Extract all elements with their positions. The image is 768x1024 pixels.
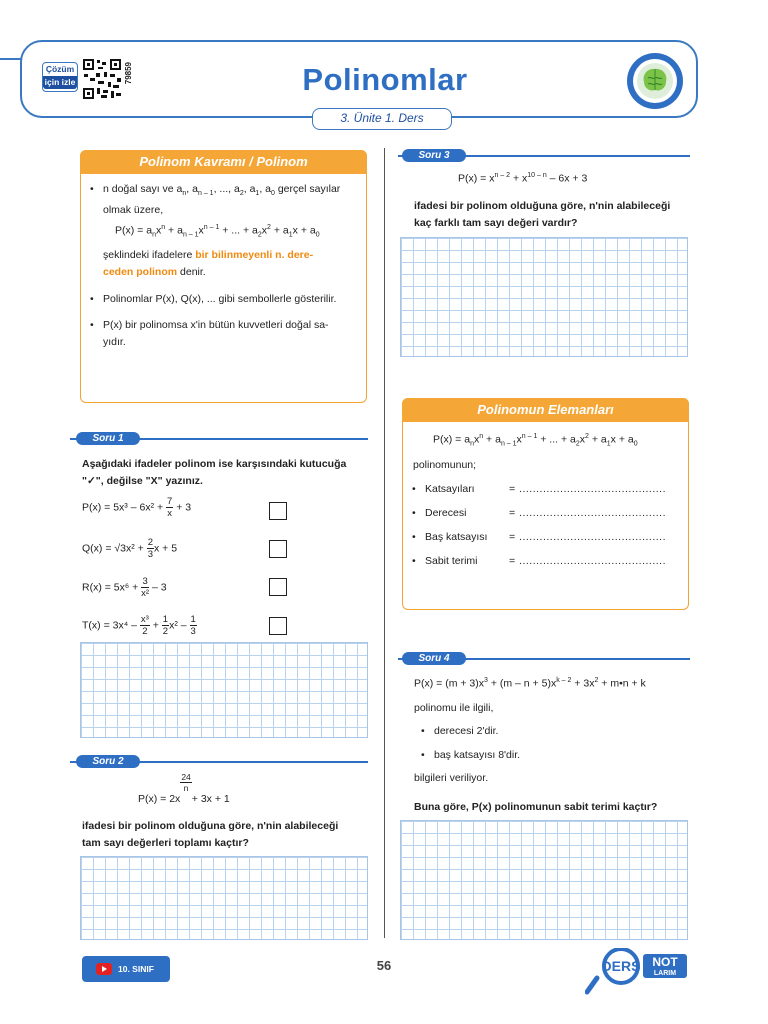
unit-tag: 3. Ünite 1. Ders: [312, 108, 452, 130]
soru3-formula: $P(x) = x^{n - 2} + x^{10 - n} - 6x + 3$: [458, 172, 588, 185]
soru4-tag: Soru 4: [402, 652, 466, 665]
concept-box-title: Polinom Kavramı / Polinom: [80, 150, 367, 174]
concept-def-highlight-2: ceden polinom: [103, 266, 178, 278]
soru4-bullet-2: • baş katsayısı 8'dir.: [422, 747, 672, 764]
soru4-intro: polinomu ile ilgili,: [414, 702, 494, 714]
concept-definition: [103, 247, 363, 281]
brand-left-text: DERS: [601, 958, 641, 974]
soru1-checkbox-p[interactable]: [269, 502, 287, 520]
qr-label-top: Çözüm: [45, 64, 75, 74]
brain-logo-icon: [626, 52, 684, 110]
soru2-answer-grid[interactable]: [80, 856, 368, 940]
soru4-question: Buna göre, P(x) polinomunun sabit terimi kaçtır?: [414, 801, 658, 813]
elements-box-title: Polinomun Elemanları: [402, 398, 689, 422]
concept-def-highlight-1: bir bilinmeyenli n. dere-: [195, 249, 314, 261]
concept-bullet-3: • P(x) bir polinomsa x'in bütün kuvvetleri doğal sa- yıdır.: [91, 317, 356, 351]
qr-code-icon[interactable]: [82, 58, 122, 100]
elements-item-derece: • Derecesi = ...........................................: [413, 505, 683, 522]
elements-box: [402, 398, 689, 610]
page-number: 56: [376, 958, 392, 973]
elements-formula: $P(x) = a_nx^n + a_{n - 1}x^{n - 1}$ + ... + $a_2x^2 + a_1x + a_0$: [433, 433, 638, 448]
youtube-icon: [96, 963, 112, 975]
soru4-formula: $P(x) = (m + 3)x^3 + (m - n + 5)x^{k - 2} + 3x^2$ + m•n + k: [414, 677, 646, 690]
soru1-t: T(x) = 3x⁴ – $\frac{\text{x³}}{2}$ + $\frac{1}{2}$ x² – $\frac{1}{3}$: [82, 614, 196, 637]
qr-label-bottom: için izle: [44, 77, 76, 87]
soru1-q: Q(x) = √3x² + $\frac{2}{3}$ x + 5: [82, 537, 178, 560]
soru1-p: P(x) = 5x³ – 6x² + $\frac{7}{x}$ + 3: [82, 496, 192, 519]
soru1-answer-grid[interactable]: [80, 642, 368, 738]
concept-bullet-1: • n doğal sayı ve $a_n$, $a_{n - 1}$, ..., $a_2$, $a_1$, $a_0$ gerçel sayılar olmak üzere,: [91, 181, 356, 219]
brand-right-bottom: LARIM: [653, 970, 677, 977]
soru3-tag: Soru 3: [402, 149, 466, 162]
soru3-question: ifadesi bir polinom olduğuna göre, n'nin alabileceği kaç farklı tam sayı değeri vardır?: [414, 200, 671, 229]
concept-def-post: denir.: [177, 266, 206, 278]
elements-item-sabit-terim: • Sabit terimi = ...........................................: [413, 553, 683, 570]
soru4-given: bilgileri veriliyor.: [414, 772, 489, 784]
soru1-checkbox-t[interactable]: [269, 617, 287, 635]
brand-right-top: NOT: [652, 955, 678, 969]
concept-formula: $P(x) = a_nx^n + a_{n - 1}x^{n - 1}$ + ... + $a_2x^2 + a_1x + a_0$: [115, 224, 320, 239]
elements-item-bas-katsayi: • Baş katsayısı = ...........................................: [413, 529, 683, 546]
grade-badge[interactable]: 10. SINIF: [82, 956, 170, 982]
soru1-instruction: Aşağıdaki ifadeler polinom ise karşısındaki kutucuğa "✓", değilse "X" yazınız.: [82, 458, 347, 487]
soru2-question: ifadesi bir polinom olduğuna göre, n'nin alabileceği tam sayı değerleri toplamı kaçtır?: [82, 820, 339, 849]
soru2-tag: Soru 2: [76, 755, 140, 768]
elements-item-katsayilar: • Katsayıları = ...........................................: [413, 481, 683, 498]
soru2-formula: P(x) = 2x $\frac{24}{n}$ + 3x + 1: [138, 772, 230, 805]
soru4-bullet-1: • derecesi 2'dir.: [422, 723, 672, 740]
qr-number: 79859: [124, 62, 133, 85]
soru1-checkbox-r[interactable]: [269, 578, 287, 596]
page-title: Polinomlar: [302, 62, 468, 97]
ders-notlarim-logo-icon: [585, 948, 690, 998]
soru3-answer-grid[interactable]: [400, 237, 688, 357]
soru4-answer-grid[interactable]: [400, 820, 688, 940]
concept-def-pre: şeklindeki ifadelere: [103, 249, 196, 261]
concept-box: [80, 150, 367, 403]
qr-label: [42, 62, 78, 92]
soru1-tag: Soru 1: [76, 432, 140, 445]
concept-bullet-2: • Polinomlar P(x), Q(x), ... gibi sembollerle gösterilir.: [91, 291, 356, 308]
column-divider: [384, 148, 385, 938]
concept-b1-line2: olmak üzere,: [103, 204, 164, 217]
soru1-r: R(x) = 5x⁶ + $\frac{3}{\text{x²}}$ – 3: [82, 576, 167, 599]
soru1-checkbox-q[interactable]: [269, 540, 287, 558]
elements-intro: polinomunun;: [413, 459, 477, 471]
